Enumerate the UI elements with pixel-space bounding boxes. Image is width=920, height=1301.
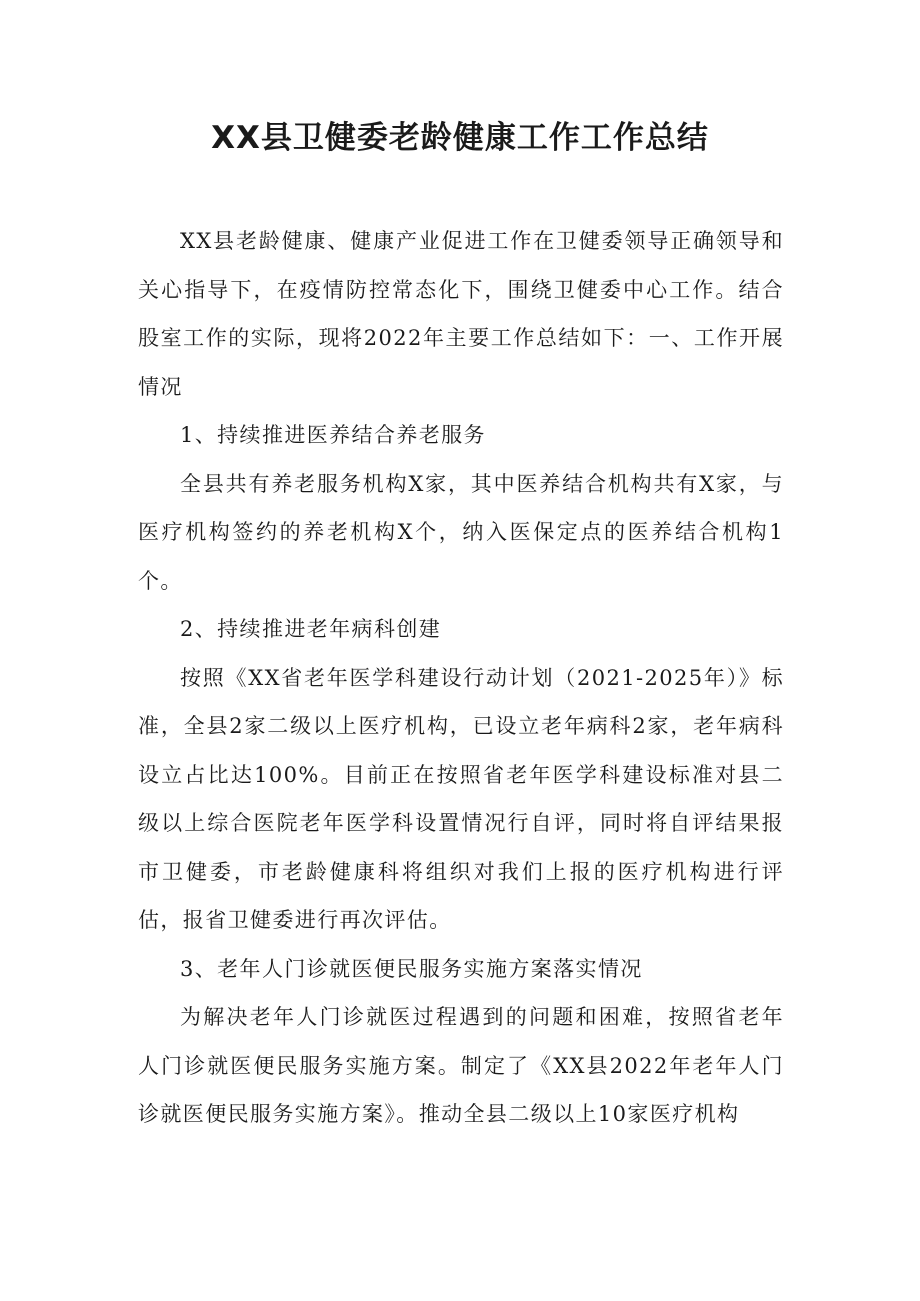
- section-heading-2: 2、持续推进老年病科创建: [180, 617, 442, 641]
- paragraph-section-2: 按照《XX省老年医学科建设行动计划（2021-2025年）》标准，全县2家二级以上医疗机构，已设立老年病科2家，老年病科设立占比达100%。目前正在按照省老年医学科建设标准对县二级以上综合医院老年医学科设置情况行自评，同时将自评结果报市卫健委，市老龄健康科将组织对我们上报的医疗机构进行评估，报省卫健委进行再次评估。: [138, 665, 784, 932]
- document-title: XX县卫健委老龄健康工作工作总结: [211, 120, 709, 156]
- document-body: [138, 217, 784, 1139]
- paragraph-section-3: 为解决老年人门诊就医过程遇到的问题和困难，按照省老年人门诊就医便民服务实施方案。制定了《XX县2022年老年人门诊就医便民服务实施方案》。推动全县二级以上10家医疗机构: [138, 1005, 784, 1126]
- paragraph-section-1: 全县共有养老服务机构X家，其中医养结合机构共有X家，与医疗机构签约的养老机构X个，纳入医保定点的医养结合机构1个。: [138, 471, 784, 593]
- section-heading-1: 1、持续推进医养结合养老服务: [180, 423, 486, 447]
- section-heading-3: 3、老年人门诊就医便民服务实施方案落实情况: [180, 956, 643, 981]
- paragraph-intro: XX县老龄健康、健康产业促进工作在卫健委领导正确领导和关心指导下，在疫情防控常态化下，围绕卫健委中心工作。结合股室工作的实际，现将2022年主要工作总结如下：一、工作开展情况: [138, 229, 784, 399]
